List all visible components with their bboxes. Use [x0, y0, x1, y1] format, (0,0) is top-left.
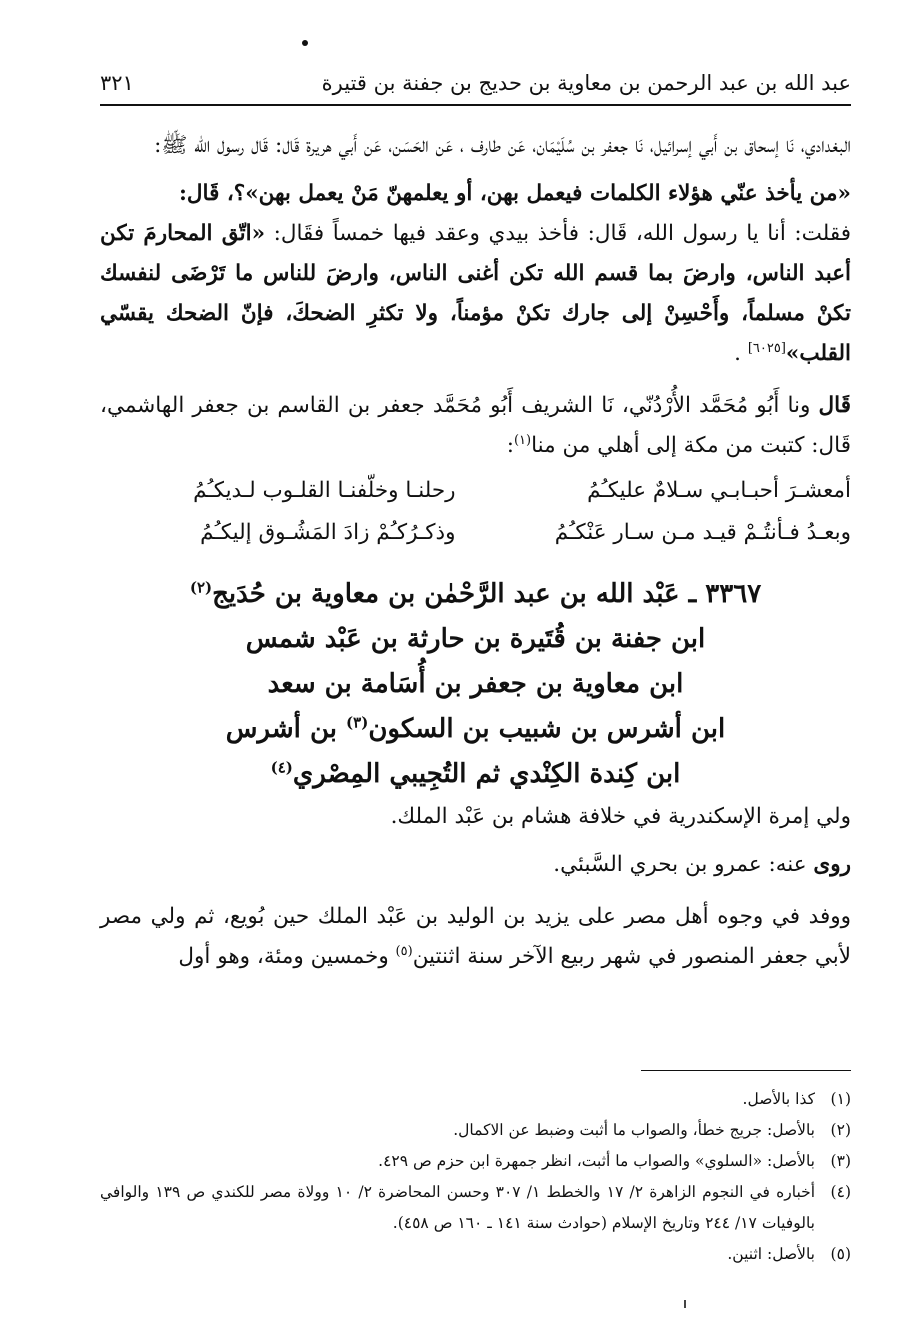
- footnote-marker-3: (٣): [346, 713, 369, 732]
- entry-lineage-b: بن أشرس: [225, 714, 347, 744]
- running-head: [100, 66, 851, 100]
- page-speck: [302, 40, 308, 46]
- verse-1-first-hemistich: أمعشـرَ أحبـابـي سـلامٌ عليكـُمُ: [587, 478, 851, 503]
- running-title: عبد الله بن عبد الرحمن بن معاوية بن حديج بن جفنة بن قتيرة: [321, 71, 851, 95]
- narrators-text: عنه: عمرو بن بحري السَّبئي.: [553, 852, 814, 877]
- paragraph-hadith-question: [100, 174, 851, 214]
- main-text: [100, 126, 851, 977]
- entry-title-line-1: [100, 572, 851, 617]
- page-number: ٣٢١: [100, 71, 134, 95]
- footnote-marker-5: (٥): [395, 943, 413, 959]
- narration-colon: :: [506, 433, 514, 458]
- verse-2-second-hemistich: وذكـرُكـُمْ زادَ المَشُـوق إليكـُمُ: [200, 520, 456, 545]
- isnad-line-2: عَن أَبي هريرة قَال: قَال رسول الله ﷺ:: [154, 133, 382, 158]
- hadith-question: «من يأخذ عنّي هؤلاء الكلمات فيعمل بهن، أو يعلمهنّ مَنْ يعمل بهن»؟، قَال:: [178, 181, 851, 206]
- paragraph-office: [100, 797, 851, 837]
- hadith-text: «اتّق المحارمَ تكن أعبد الناس، وارضَ بما قسم الله تكن أغنى الناس، وارضَ للناس ما تَرْضَى لنفسك تكنْ مسلماً، وأَحْسِنْ إلى جارك تكنْ مؤمناً، ولا تكثرِ الضحكَ، فإنّ الضحك يقسّي القلب»: [100, 221, 851, 366]
- entry-title-line-4: [100, 707, 851, 752]
- footnote-number: (٣): [830, 1152, 851, 1170]
- footnotes: [100, 1084, 851, 1270]
- entry-title-line-2: ابن جفنة بن قُتَيرة بن حارثة بن عَبْد شمس: [245, 624, 706, 654]
- paragraph-narration: [100, 386, 851, 466]
- poem: [100, 470, 851, 554]
- header-rule: [100, 104, 851, 106]
- footnote-number: (٤): [830, 1183, 851, 1201]
- paragraph-narrators: [100, 845, 851, 885]
- biography-entry-title: [100, 572, 851, 797]
- footnote-number: (٢): [830, 1121, 851, 1139]
- poem-verse-2: [100, 512, 851, 554]
- footnote-marker-2: (٢): [189, 578, 213, 597]
- isnad-line-1: البغدادي، نَا إسحاق بن أَبي إسرائيل، نَا جعفر بن سُلَيْمَان، عَن طارف ، عَن الحَسَن،: [388, 133, 851, 158]
- footnote-text: بالأصل: اثنين.: [727, 1245, 815, 1263]
- verse-1-second-hemistich: رحلنـا وخلّفنـا القلـوب لـديكـُمُ: [193, 478, 456, 503]
- entry-name: ٣٣٦٧ ـ عَبْد الله بن عبد الرَّحْمٰن بن معاوية بن حُدَيج: [212, 579, 762, 609]
- footnote-text: بالأصل: جريج خطأ، والصواب ما أثبت وضبط عن الاكمال.: [453, 1121, 815, 1139]
- narrators-label: روى: [813, 852, 851, 877]
- entry-title-line-5: [100, 752, 851, 797]
- office-text: ولي إمرة الإسكندرية في خلافة هشام بن عَبْد الملك.: [390, 804, 851, 829]
- entry-title-line-3: ابن معاوية بن جعفر بن أُسَامة بن سعد: [267, 669, 684, 699]
- footnote: [100, 1084, 851, 1115]
- footnote-number: (٥): [830, 1245, 851, 1263]
- paragraph-isnad: [100, 126, 851, 166]
- verse-2-first-hemistich: وبعـدُ فـأنتُـمْ قيـد مـن سـار عَنْكـُمُ: [554, 520, 851, 545]
- biography-text-a: ووفد في وجوه أهل مصر على يزيد بن الوليد بن عَبْد الملك حين بُويع، ثم ولي مصر لأبي جعفر المنصور في شهر ربيع الآخر سنة اثنتين: [100, 904, 851, 969]
- footnote-text: بالأصل: «السلوي» والصواب ما أثبت، انظر جمهرة ابن حزم ص ٤٢٩.: [378, 1152, 815, 1170]
- footnote: [100, 1115, 851, 1146]
- footnote-marker-1: (١): [513, 432, 532, 448]
- hadith-reply: فقلت: أنا يا رسول الله، قَال: فأخذ بيدي وعقد فيها خمساً فقَال:: [265, 221, 851, 246]
- paragraph-hadith-answer: فقلت: أنا يا رسول الله، قَال: فأخذ بيدي وعقد فيها خمساً فقَال: «اتّق المحارمَ تكن أعبد الناس، وارضَ بما قسم الله تكن أغنى الناس، وارضَ للناس ما تَرْضَى لنفسك تكنْ مسلماً، وأَحْسِنْ إلى جارك تكنْ مؤمناً، ولا تكثرِ الضحكَ، فإنّ الضحك يقسّي القلب»[٦٠٢٥] .: [100, 221, 851, 366]
- footnote-text: كذا بالأصل.: [742, 1090, 815, 1108]
- footnote: [100, 1177, 851, 1239]
- poem-verse-1: [100, 470, 851, 512]
- entry-nisba: ابن كِندة الكِنْدي ثم التُجِيبي المِصْري: [292, 759, 681, 789]
- footnote: [100, 1146, 851, 1177]
- footnote: [100, 1239, 851, 1270]
- footnote-rule: [641, 1070, 851, 1071]
- narration-label: قَال: [818, 393, 851, 418]
- entry-lineage-a: ابن أشرس بن شبيب بن السكون: [368, 714, 726, 744]
- narration-text: ونا أَبُو مُحَمَّد الأُرْدُنّي، نَا الشريف أَبُو مُحَمَّد جعفر بن القاسم بن جعفر الهاشمي، قَال: كتبت من مكة إلى أهلي من منا: [100, 393, 851, 458]
- footnote-marker-4: (٤): [270, 758, 293, 777]
- footnote-text: أخباره في النجوم الزاهرة ٢/ ١٧ والخطط ١/ ٣٠٧ وحسن المحاضرة ٢/ ١٠ وولاة مصر للكندي ص ١٣٩ والوافي بالوفيات ١٧/ ٢٤٤ وتاريخ الإسلام (حوادث سنة ١٤١ ـ ١٦٠ ص ٤٥٨).: [100, 1183, 816, 1232]
- biography-text-b: وخمسين ومئة، وهو أول: [178, 944, 396, 969]
- footnote-number: (١): [830, 1090, 851, 1108]
- hadith-number: [٦٠٢٥]: [747, 340, 786, 356]
- paragraph-biography: [100, 897, 851, 977]
- page-speck: [684, 1300, 686, 1308]
